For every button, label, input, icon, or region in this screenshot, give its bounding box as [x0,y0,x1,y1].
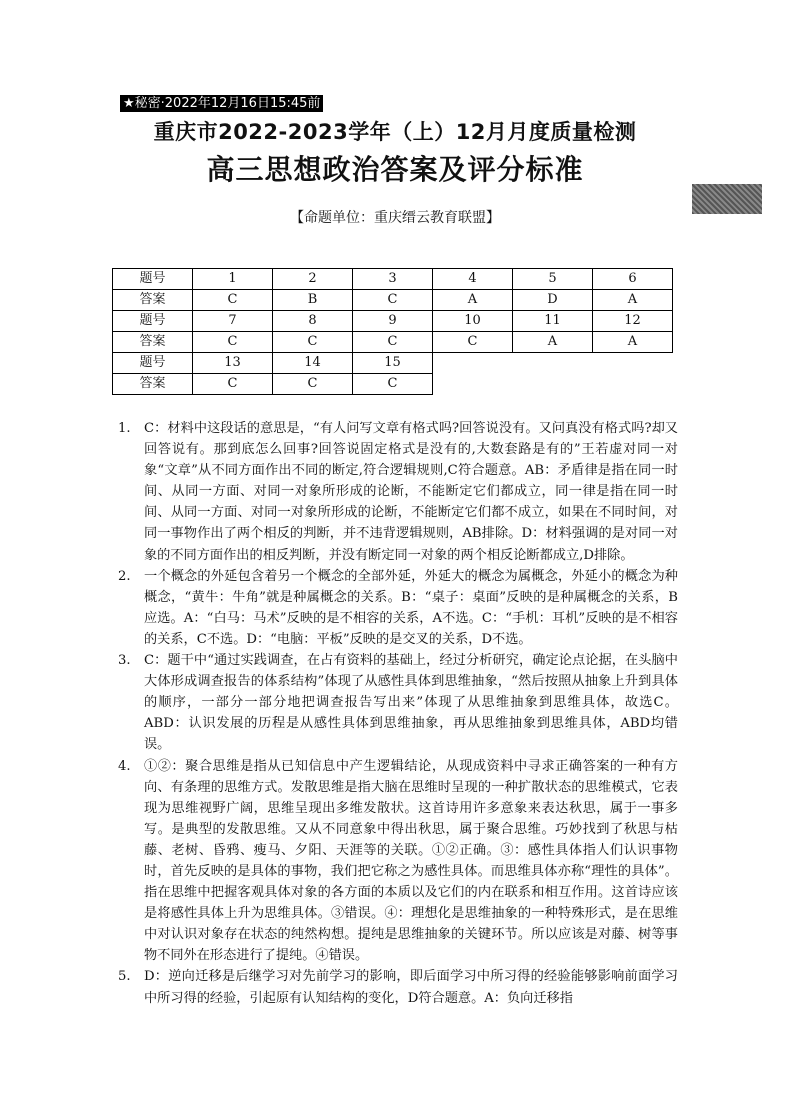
table-cell: C [273,374,353,395]
table-cell: 14 [273,353,353,374]
table-row [113,332,673,353]
author-unit: 【命题单位：重庆缙云教育联盟】 [290,210,500,226]
explanation-item [118,966,678,1008]
item-number: 2. [118,568,131,584]
explanation-item [118,418,678,566]
empty-cell [513,353,593,374]
item-number: 4. [118,758,131,774]
explanation-item [118,756,678,967]
item-text: C：材料中这段话的意思是，“有人问写文章有格式吗?回答说没有。又问真没有格式吗?却又回答说有。那到底怎么回事?回答说固定格式是没有的,大数套路是有的”王若虚对同一对象“文章”从不同方面作出不同的断定,符合逻辑规则,C符合题意。AB：矛盾律是指在同一时间、从同一方面、对同一对象所形成的论断，不能断定它们都成立，同一律是指在同一时间、从同一方面、对同一对象所形成的论断，不能断定它们都不成立，如果在不同时间，对同一事物作出了两个相反的判断，并不违背逻辑规则，AB排除。D：材料强调的是对同一对象的不同方面作出的相反判断，并没有断定同一对象的两个相反论断都成立,D排除。 [144,421,678,563]
table-cell: B [273,290,353,311]
table-cell: 题号 [113,353,193,374]
table-cell: C [193,332,273,353]
item-number: 1. [118,421,131,436]
empty-cell [593,374,673,395]
table-cell: A [593,332,673,353]
table-cell: 12 [593,311,673,332]
explanation-item [118,566,678,650]
table-cell: A [513,332,593,353]
table-cell: 5 [513,269,593,290]
empty-cell [593,353,673,374]
table-cell: D [513,290,593,311]
table-cell: 11 [513,311,593,332]
explanation-item [118,650,678,755]
table-row [113,290,673,311]
table-row [113,311,673,332]
table-cell: 4 [433,269,513,290]
table-cell: 2 [273,269,353,290]
confidential-label: ★秘密·2022年12月16日15:45前 [120,95,323,112]
table-cell: 8 [273,311,353,332]
table-cell: 13 [193,353,273,374]
table-cell: C [353,332,433,353]
item-text: C：题干中“通过实践调查，在占有资料的基础上，经过分析研究，确定论点论据，在头脑中大体形成调查报告的体系结构”体现了从感性具体到思维抽象，“然后按照从抽象上升到具体的顺序，一部分一部分地把调查报告写出来”体现了从思维抽象到思维具体，故选C。ABD：认识发展的历程是从感性具体到思维抽象，再从思维抽象到思维具体，ABD均错误。 [144,653,678,753]
item-text: 一个概念的外延包含着另一个概念的全部外延，外延大的概念为属概念，外延小的概念为种概念，“黄牛：牛角”就是种属概念的关系。B：“桌子：桌面”反映的是种属概念的关系，B应选。A：“白马：马术”反映的是不相容的关系，A不选。C：“手机：耳机”反映的是不相容的关系，C不选。D：“电脑：平板”反映的是交叉的关系，D不选。 [144,568,678,647]
table-cell: 10 [433,311,513,332]
table-row [113,353,673,374]
table-cell: 9 [353,311,433,332]
table-cell: A [593,290,673,311]
answer-table [112,268,673,395]
item-text: D：逆向迁移是后继学习对先前学习的影响，即后面学习中所习得的经验能够影响前面学习中所习得的经验，引起原有认知结构的变化，D符合题意。A：负向迁移指 [144,969,678,1006]
table-cell: 15 [353,353,433,374]
table-cell: 答案 [113,332,193,353]
table-cell: C [273,332,353,353]
empty-cell [513,374,593,395]
table-cell: 题号 [113,269,193,290]
table-cell: C [193,290,273,311]
table-row [113,374,673,395]
table-cell: 答案 [113,290,193,311]
table-cell: C [433,332,513,353]
table-cell: 6 [593,269,673,290]
empty-cell [433,353,513,374]
document-title: 高三思想政治答案及评分标准 [206,153,584,186]
empty-cell [433,374,513,395]
table-cell: 答案 [113,374,193,395]
table-cell: C [193,374,273,395]
table-cell: 1 [193,269,273,290]
explanation-list [118,418,678,1009]
table-cell: C [353,374,433,395]
table-cell: 7 [193,311,273,332]
table-cell: A [433,290,513,311]
item-number: 5. [118,969,131,985]
table-cell: C [353,290,433,311]
table-cell: 题号 [113,311,193,332]
item-number: 3. [118,653,131,669]
item-text: ①②：聚合思维是指从已知信息中产生逻辑结论，从现成资料中寻求正确答案的一种有方向、有条理的思维方式。发散思维是指大脑在思维时呈现的一种扩散状态的思维模式，它表现为思维视野广阔，思维呈现出多维发散状。这首诗用许多意象来表达秋思，属于一事多写。是典型的发散思维。又从不同意象中得出秋思，属于聚合思维。巧妙找到了秋思与枯藤、老树、昏鸦、瘦马、夕阳、天涯等的关联。①②正确。③：感性具体指人们认识事物时，首先反映的是具体的事物，我们把它称之为感性具体。而思维具体亦称“理性的具体”。指在思维中把握客观具体对象的各方面的本质以及它们的内在联系和相互作用。这首诗应该是将感性具体上升为思维具体。③错误。④：理想化是思维抽象的一种特殊形式，是在思维中对认识对象存在状态的纯然构想。提纯是思维抽象的关键环节。所以应该是对藤、树等事物不同外在形态进行了提纯。④错误。 [144,758,678,964]
exam-title: 重庆市2022-2023学年（上）12月月度质量检测 [153,120,637,144]
table-cell: 3 [353,269,433,290]
table-row [113,269,673,290]
